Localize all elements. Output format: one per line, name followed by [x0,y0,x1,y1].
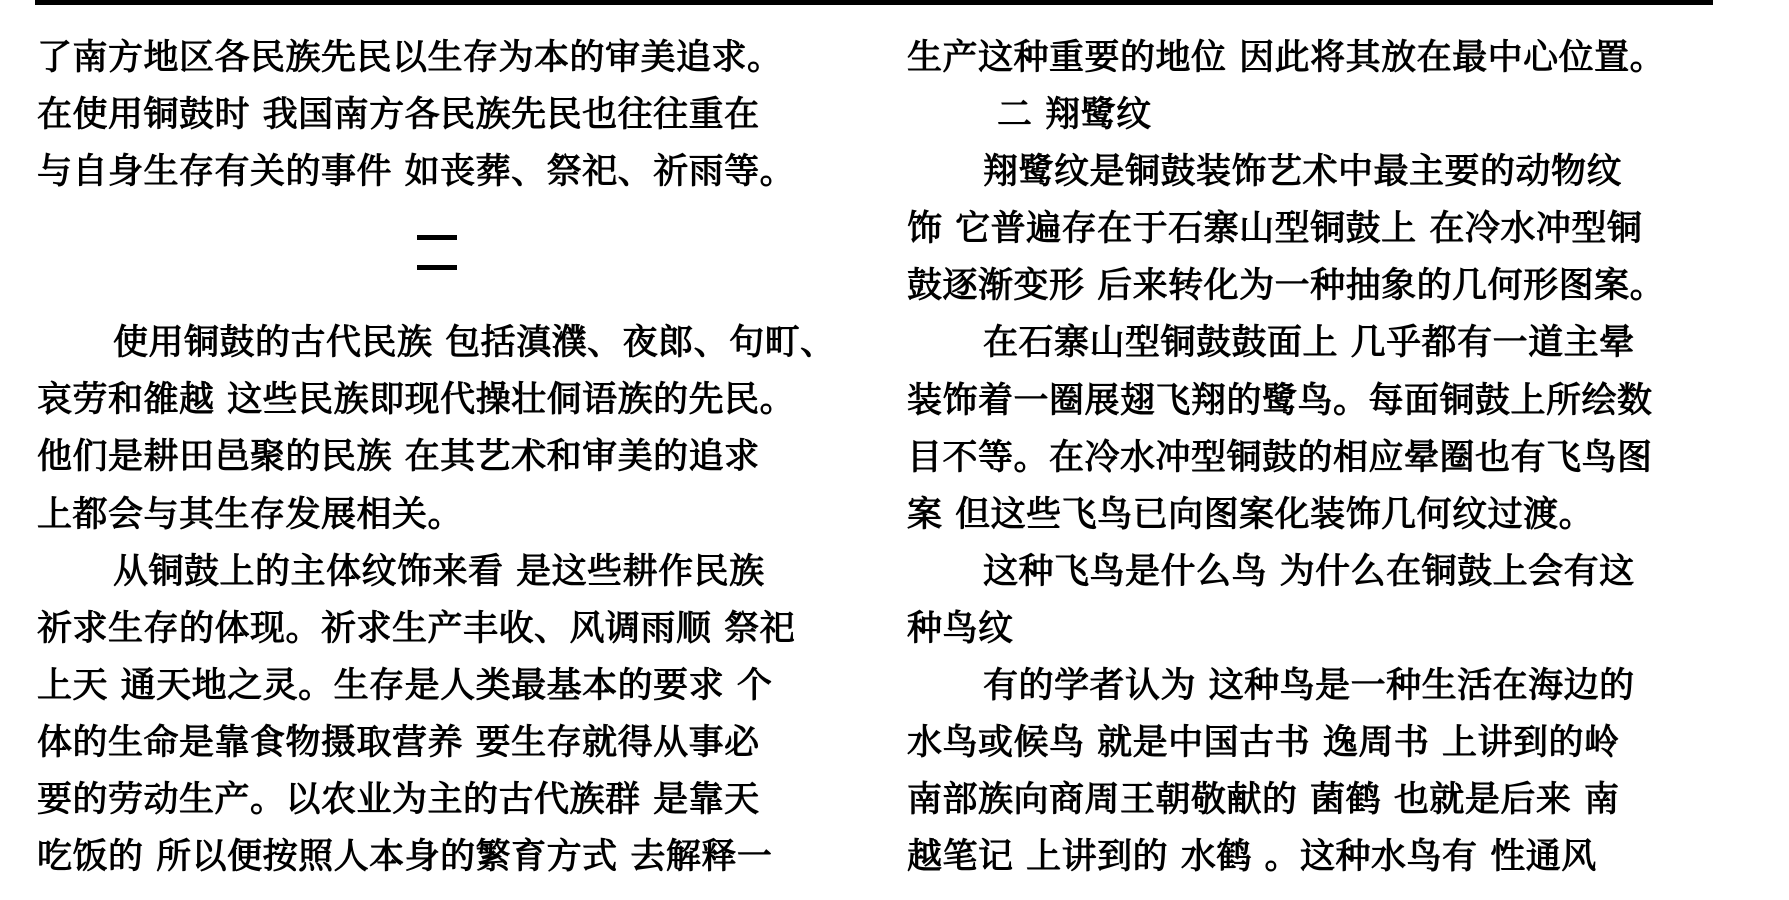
text-line: 目不等。在冷水冲型铜鼓的相应晕圈也有飞鸟图 [907,437,1653,478]
section-number [37,201,837,315]
text-line: 种鸟纹 [907,608,1014,649]
paragraph-first-line: 翔鹭纹是铜鼓装饰艺术中最主要的动物纹 [983,152,1623,193]
text-line: 饰 它普遍存在于石寨山型铜鼓上 在冷水冲型铜 [907,209,1643,250]
text-line: 在使用铜鼓时 我国南方各民族先民也往往重在 [37,95,760,136]
right-column [907,30,1707,886]
text-line: 祈求生存的体现。祈求生产丰收、风调雨顺 祭祀 [37,608,796,649]
paragraph-first-line: 这种飞鸟是什么鸟 为什么在铜鼓上会有这 [983,551,1635,592]
top-rule [35,0,1713,5]
text-line: 与自身生存有关的事件 如丧葬、祭祀、祈雨等。 [37,152,796,193]
text-line: 吃饭的 所以便按照人本身的繁育方式 去解释一 [37,837,773,878]
section-heading: 二 翔鹭纹 [997,95,1152,136]
left-column [37,30,837,886]
text-line: 上天 通天地之灵。生存是人类最基本的要求 个 [37,665,773,706]
paragraph-first-line: 从铜鼓上的主体纹饰来看 是这些耕作民族 [113,551,765,592]
paragraph-first-line: 在石寨山型铜鼓鼓面上 几乎都有一道主晕 [983,323,1635,364]
paragraph-first-line: 使用铜鼓的古代民族 包括滇濮、夜郎、句町、 [113,323,836,364]
text-line: 案 但这些飞鸟已向图案化装饰几何纹过渡。 [907,494,1595,535]
paragraph-first-line: 有的学者认为 这种鸟是一种生活在海边的 [983,666,1635,707]
text-line: 哀劳和雒越 这些民族即现代操壮侗语族的先民。 [37,380,796,421]
text-line: 装饰着一圈展翅飞翔的鹭鸟。每面铜鼓上所绘数 [907,380,1653,421]
text-line: 他们是耕田邑聚的民族 在其艺术和审美的追求 [37,437,760,478]
text-line: 南部族向商周王朝敬献的 菌鹤 也就是后来 南 [907,780,1620,821]
text-line: 生产这种重要的地位 因此将其放在最中心位置。 [907,38,1666,78]
text-line: 体的生命是靠食物摄取营养 要生存就得从事必 [37,722,760,763]
text-line: 上都会与其生存发展相关。 [37,494,464,535]
text-line: 要的劳动生产。以农业为主的古代族群 是靠天 [37,780,760,821]
text-line: 越笔记 上讲到的 水鹤 。这种水鸟有 性通风 [907,837,1597,878]
text-line: 了南方地区各民族先民以生存为本的审美追求。 [37,38,783,78]
text-line: 鼓逐渐变形 后来转化为一种抽象的几何形图案。 [907,266,1666,307]
text-line: 水鸟或候鸟 就是中国古书 逸周书 上讲到的岭 [907,723,1620,764]
